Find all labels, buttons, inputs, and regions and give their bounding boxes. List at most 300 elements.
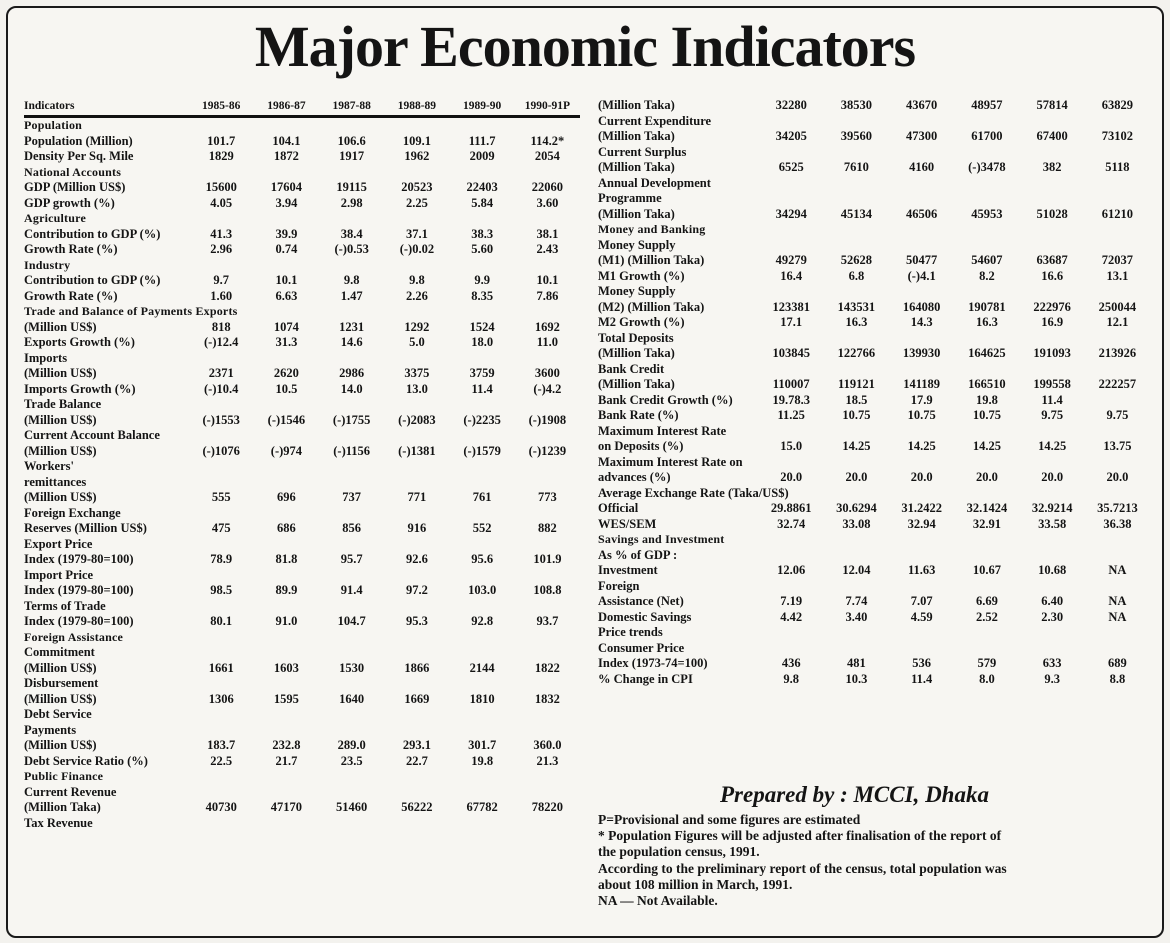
table-cell: 34205 — [775, 129, 807, 143]
table-cell: 16.6 — [1041, 268, 1064, 283]
table-row — [598, 408, 1150, 424]
table-cell — [384, 645, 449, 661]
row-label: Contribution to GDP (%) — [24, 226, 161, 241]
table-cell: 6.8 — [848, 268, 865, 283]
table-cell: 54607 — [971, 253, 1003, 267]
table-cell: 14.25 — [842, 439, 871, 453]
table-cell: 1640 — [339, 691, 365, 706]
table-cell: 11.0 — [536, 335, 558, 349]
table-cell — [450, 599, 515, 615]
table-cell: 9.8 — [409, 273, 425, 287]
table-cell — [189, 475, 254, 491]
table-cell — [450, 351, 515, 367]
row-label: Reserves (Million US$) — [24, 521, 147, 535]
table-cell: 32.74 — [777, 516, 806, 531]
table-cell — [319, 676, 384, 692]
table-cell — [319, 785, 384, 801]
table-row — [24, 444, 580, 460]
table-row — [598, 641, 1150, 657]
table-cell: 250044 — [1098, 299, 1137, 314]
table-cell: 33.58 — [1038, 516, 1067, 531]
row-label: advances (%) — [598, 470, 671, 484]
table-cell: 39.9 — [275, 226, 298, 241]
table-cell — [384, 707, 449, 723]
table-cell: 7.74 — [845, 594, 868, 608]
row-label: (Million US$) — [24, 319, 97, 334]
table-cell: 110007 — [772, 377, 810, 391]
table-cell: 91.0 — [275, 614, 298, 628]
table-row — [24, 506, 580, 522]
table-cell: 19.8 — [975, 392, 998, 407]
row-label: Bank Credit Growth (%) — [598, 392, 733, 407]
table-cell — [254, 475, 319, 491]
table-cell: 2.30 — [1041, 609, 1064, 624]
table-row — [24, 289, 580, 305]
table-row — [598, 176, 1150, 192]
table-row — [24, 413, 580, 429]
table-cell: 9.8 — [783, 671, 799, 686]
table-cell: 737 — [342, 490, 362, 504]
section-heading: Agriculture — [24, 211, 86, 225]
row-label: Debt Service Ratio (%) — [24, 753, 148, 768]
table-cell: 61700 — [971, 129, 1003, 143]
table-cell: 101.7 — [207, 133, 236, 148]
table-cell: 9.7 — [213, 273, 229, 287]
table-cell — [1020, 579, 1085, 595]
table-row — [24, 459, 580, 475]
table-row — [598, 393, 1150, 409]
right-column — [598, 98, 1150, 687]
table-cell — [889, 548, 954, 564]
table-cell: (-)1553 — [202, 412, 240, 427]
table-cell — [384, 428, 449, 444]
row-label: GDP growth (%) — [24, 195, 115, 210]
table-cell: 22060 — [531, 180, 563, 194]
indicators-table-right — [598, 98, 1150, 687]
table-cell: 2.52 — [975, 609, 998, 624]
table-cell — [824, 191, 889, 207]
table-row — [24, 583, 580, 599]
table-cell: 21.3 — [536, 753, 559, 768]
table-cell: 22403 — [466, 180, 498, 194]
table-cell: 222257 — [1098, 377, 1137, 391]
table-cell — [384, 816, 449, 832]
table-cell — [515, 816, 580, 832]
table-cell: 199558 — [1033, 377, 1071, 391]
table-row — [598, 610, 1150, 626]
table-cell — [824, 424, 889, 440]
table-cell — [189, 397, 254, 413]
table-cell — [189, 537, 254, 553]
table-cell: 31.2422 — [901, 501, 942, 515]
table-cell — [759, 424, 824, 440]
table-cell: 46506 — [906, 206, 938, 221]
table-cell — [384, 599, 449, 615]
table-cell — [1085, 548, 1150, 564]
row-label: Population (Million) — [24, 133, 133, 148]
table-cell — [189, 785, 254, 801]
table-cell — [189, 428, 254, 444]
table-cell — [384, 785, 449, 801]
table-cell — [759, 114, 824, 130]
table-cell — [1085, 424, 1150, 440]
table-row — [24, 180, 580, 196]
row-label: Index (1973-74=100) — [598, 656, 708, 670]
row-label: Price trends — [598, 625, 663, 639]
table-cell: 37.1 — [405, 226, 428, 241]
table-cell — [954, 114, 1019, 130]
table-cell: 104.1 — [272, 133, 301, 148]
table-cell: 81.8 — [275, 552, 298, 566]
table-row — [598, 98, 1150, 114]
table-cell — [384, 676, 449, 692]
table-cell: 11.4 — [911, 671, 933, 686]
table-cell: 1292 — [404, 319, 430, 334]
table-row — [598, 207, 1150, 223]
table-cell: 222976 — [1033, 299, 1071, 314]
table-cell: (-)1076 — [202, 443, 240, 458]
table-cell — [1085, 625, 1150, 641]
table-row — [24, 397, 580, 413]
table-cell — [450, 723, 515, 739]
row-label: (M2) (Million Taka) — [598, 299, 705, 314]
table-cell — [759, 331, 824, 347]
table-cell: 3759 — [469, 366, 495, 380]
table-cell: 95.7 — [340, 552, 363, 566]
table-cell — [954, 579, 1019, 595]
table-row — [598, 331, 1150, 347]
table-cell: 3375 — [404, 366, 430, 380]
row-label: (Million US$) — [24, 660, 97, 675]
table-cell: 1603 — [273, 660, 299, 675]
table-cell: 7610 — [843, 160, 869, 174]
table-cell: 47300 — [906, 129, 938, 143]
table-cell: 35.7213 — [1097, 501, 1138, 515]
row-label: Current Expenditure — [598, 113, 712, 128]
table-cell: 2009 — [469, 149, 495, 163]
table-cell — [889, 284, 954, 300]
table-cell: 1524 — [469, 319, 495, 334]
table-cell: 10.68 — [1038, 563, 1067, 577]
table-row — [598, 517, 1150, 533]
table-cell: 16.3 — [845, 315, 868, 329]
table-cell — [954, 176, 1019, 192]
table-cell — [450, 785, 515, 801]
table-cell: 49279 — [775, 253, 807, 267]
table-cell: 4.42 — [780, 609, 803, 624]
table-cell: 11.25 — [777, 408, 805, 422]
table-cell — [889, 455, 954, 471]
section-heading-row — [24, 211, 580, 227]
table-cell: 30.6294 — [836, 501, 877, 515]
table-cell: 10.5 — [275, 381, 298, 396]
row-label: Foreign — [598, 578, 640, 593]
table-cell — [189, 506, 254, 522]
table-cell: 11.4 — [1041, 392, 1063, 407]
table-cell: (-)1546 — [267, 412, 306, 427]
table-cell — [1085, 455, 1150, 471]
row-label: Import Price — [24, 567, 94, 582]
row-label: Disbursement — [24, 676, 99, 690]
table-cell: (-)1755 — [332, 412, 371, 427]
table-cell: 481 — [847, 656, 866, 670]
footnotes — [598, 812, 1143, 909]
table-cell: (-)0.53 — [334, 242, 369, 256]
table-cell: 111.7 — [468, 133, 496, 148]
table-cell: 2.96 — [210, 242, 233, 256]
section-heading-row — [24, 258, 580, 274]
table-cell: 143531 — [837, 299, 876, 314]
table-cell: (-)3478 — [968, 160, 1006, 174]
table-cell: 5.60 — [471, 242, 494, 256]
table-cell: 14.6 — [340, 335, 363, 349]
table-cell: 8.8 — [1109, 671, 1126, 686]
row-label: Trade Balance — [24, 397, 102, 411]
table-cell: 89.9 — [275, 583, 298, 597]
table-cell: 18.0 — [471, 335, 494, 349]
table-cell — [1020, 238, 1085, 254]
table-cell: 14.0 — [340, 381, 363, 396]
row-label: Programme — [598, 191, 662, 205]
row-label: Domestic Savings — [598, 609, 692, 624]
table-cell: 6.40 — [1041, 594, 1064, 608]
table-cell: 1530 — [339, 660, 365, 675]
table-cell: 10.75 — [907, 408, 936, 422]
row-label: Official — [598, 501, 639, 515]
row-label: Density Per Sq. Mile — [24, 149, 134, 163]
table-row — [24, 366, 580, 382]
table-cell: 51460 — [336, 800, 368, 814]
table-cell — [189, 599, 254, 615]
table-cell — [1085, 145, 1150, 161]
table-cell — [759, 641, 824, 657]
table-cell: 19115 — [336, 180, 367, 194]
table-cell: 20.0 — [1041, 470, 1064, 484]
table-cell — [759, 176, 824, 192]
table-cell: 20523 — [401, 180, 433, 194]
table-cell — [889, 331, 954, 347]
table-cell — [515, 459, 580, 475]
table-row — [24, 568, 580, 584]
table-cell — [954, 548, 1019, 564]
table-row — [598, 346, 1150, 362]
table-cell — [189, 676, 254, 692]
table-cell: 38.3 — [471, 226, 494, 241]
table-cell — [759, 579, 824, 595]
row-label: M2 Growth (%) — [598, 315, 685, 329]
column-header: 1987-88 — [319, 98, 384, 117]
table-row — [598, 300, 1150, 316]
table-cell — [450, 816, 515, 832]
table-cell: 761 — [472, 490, 492, 504]
table-cell — [450, 428, 515, 444]
table-cell — [319, 568, 384, 584]
section-heading: Public Finance — [24, 769, 104, 783]
table-cell: 38530 — [840, 98, 873, 112]
footnote-line: about 108 million in March, 1991. — [598, 876, 793, 892]
table-cell — [254, 397, 319, 413]
table-cell: 31.3 — [275, 335, 298, 349]
table-cell — [384, 506, 449, 522]
table-cell: 1661 — [208, 660, 234, 675]
table-cell — [450, 537, 515, 553]
table-cell: 1962 — [404, 149, 430, 163]
table-cell — [1085, 238, 1150, 254]
table-cell: 32.1424 — [966, 501, 1008, 515]
section-heading-row — [24, 630, 580, 646]
table-cell — [1020, 455, 1085, 471]
column-header: Indicators — [24, 98, 189, 117]
table-cell — [450, 475, 515, 491]
table-cell: 40730 — [205, 800, 237, 814]
table-cell — [1020, 176, 1085, 192]
table-cell — [1085, 393, 1150, 409]
table-cell — [515, 506, 580, 522]
table-row — [24, 692, 580, 708]
row-label: Consumer Price — [598, 640, 685, 655]
table-cell: 32.94 — [907, 516, 936, 531]
table-cell: 1822 — [534, 660, 560, 675]
table-row — [24, 521, 580, 537]
row-label: Contribution to GDP (%) — [24, 273, 161, 287]
row-label: (Million Taka) — [24, 800, 101, 814]
row-label: (Million Taka) — [598, 377, 675, 391]
table-cell: 22.7 — [405, 753, 428, 768]
table-cell — [384, 475, 449, 491]
table-cell: 9.8 — [343, 273, 360, 287]
table-cell: 73102 — [1101, 129, 1133, 143]
table-cell: 63687 — [1036, 253, 1068, 267]
table-cell: 57814 — [1036, 98, 1068, 112]
table-cell — [1020, 114, 1085, 130]
table-cell: 882 — [538, 521, 557, 535]
row-label: As % of GDP : — [598, 547, 678, 562]
table-cell: 10.67 — [972, 563, 1001, 577]
table-cell — [759, 238, 824, 254]
table-cell: 5118 — [1105, 160, 1130, 174]
table-cell — [254, 599, 319, 615]
table-cell: 2986 — [339, 366, 365, 380]
table-row — [24, 738, 580, 754]
table-row — [24, 661, 580, 677]
table-cell — [319, 459, 384, 475]
table-cell: 213926 — [1098, 346, 1137, 360]
table-cell: 39560 — [840, 129, 873, 143]
table-cell: 20.0 — [780, 470, 803, 484]
table-cell: 45134 — [840, 206, 873, 221]
table-cell: 11.63 — [907, 563, 936, 577]
table-cell: 293.1 — [402, 738, 431, 752]
table-row — [598, 362, 1150, 378]
row-label: (Million US$) — [24, 412, 97, 427]
table-cell — [824, 486, 889, 502]
table-cell — [759, 625, 824, 641]
table-cell: 67782 — [466, 800, 498, 814]
table-cell: 9.75 — [1041, 408, 1064, 422]
footnote-line: P=Provisional and some figures are estimated — [598, 812, 861, 827]
table-cell: 95.3 — [405, 614, 428, 628]
section-heading-row — [24, 165, 580, 181]
table-cell — [189, 645, 254, 661]
row-label: Terms of Trade — [24, 598, 106, 613]
row-label: on Deposits (%) — [598, 439, 684, 453]
table-cell: 14.25 — [907, 439, 936, 453]
table-cell: 47170 — [270, 800, 303, 814]
table-cell — [189, 351, 254, 367]
table-cell: 67400 — [1036, 129, 1068, 143]
table-cell: 4160 — [909, 160, 935, 174]
table-cell — [954, 625, 1019, 641]
table-row — [598, 377, 1150, 393]
table-cell: 7.86 — [536, 288, 559, 303]
table-cell: 475 — [211, 521, 231, 535]
row-label: (Million US$) — [24, 691, 97, 706]
table-cell — [954, 145, 1019, 161]
row-label: Bank Credit — [598, 361, 665, 376]
table-cell: 2.25 — [405, 195, 428, 210]
table-cell — [1085, 176, 1150, 192]
table-cell: 1832 — [534, 691, 560, 706]
table-cell — [254, 506, 319, 522]
table-cell: (-)2083 — [398, 412, 436, 427]
table-cell: 555 — [211, 490, 231, 504]
table-cell: 6.69 — [975, 594, 998, 608]
table-row — [24, 490, 580, 506]
table-cell: 773 — [538, 490, 557, 504]
table-cell: 686 — [277, 521, 296, 535]
table-cell — [319, 537, 384, 553]
row-label: Current Account Balance — [24, 428, 160, 442]
row-label: % Change in CPI — [598, 671, 693, 686]
table-cell — [954, 331, 1019, 347]
table-cell: 13.1 — [1106, 268, 1129, 283]
table-cell: 23.5 — [340, 753, 363, 768]
table-cell — [889, 486, 954, 502]
table-row — [24, 754, 580, 770]
table-cell: 1866 — [404, 660, 430, 675]
table-cell — [1020, 145, 1085, 161]
table-cell — [824, 238, 889, 254]
table-cell — [889, 114, 954, 130]
table-cell — [515, 723, 580, 739]
row-label: (Million Taka) — [598, 160, 675, 174]
table-cell: 689 — [1108, 656, 1127, 670]
table-row — [24, 816, 580, 832]
table-cell: 141189 — [903, 377, 941, 391]
table-cell — [954, 284, 1019, 300]
row-label: Current Surplus — [598, 144, 687, 159]
table-cell — [450, 676, 515, 692]
table-cell — [319, 723, 384, 739]
table-cell — [450, 459, 515, 475]
table-cell — [450, 568, 515, 584]
table-cell: 19.78.3 — [772, 392, 810, 407]
table-row — [598, 579, 1150, 595]
row-label: (Million Taka) — [598, 206, 675, 221]
table-cell: 38.1 — [536, 226, 559, 241]
table-cell: 114.2* — [530, 133, 565, 148]
table-cell — [954, 486, 1019, 502]
table-cell — [254, 537, 319, 553]
row-label: (Million Taka) — [598, 129, 675, 143]
table-cell — [1020, 641, 1085, 657]
table-row — [598, 563, 1150, 579]
row-label: Maximum Interest Rate — [598, 423, 727, 438]
table-cell: 97.2 — [405, 583, 428, 597]
table-row — [24, 723, 580, 739]
table-cell: 92.6 — [405, 552, 428, 566]
table-cell — [954, 424, 1019, 440]
